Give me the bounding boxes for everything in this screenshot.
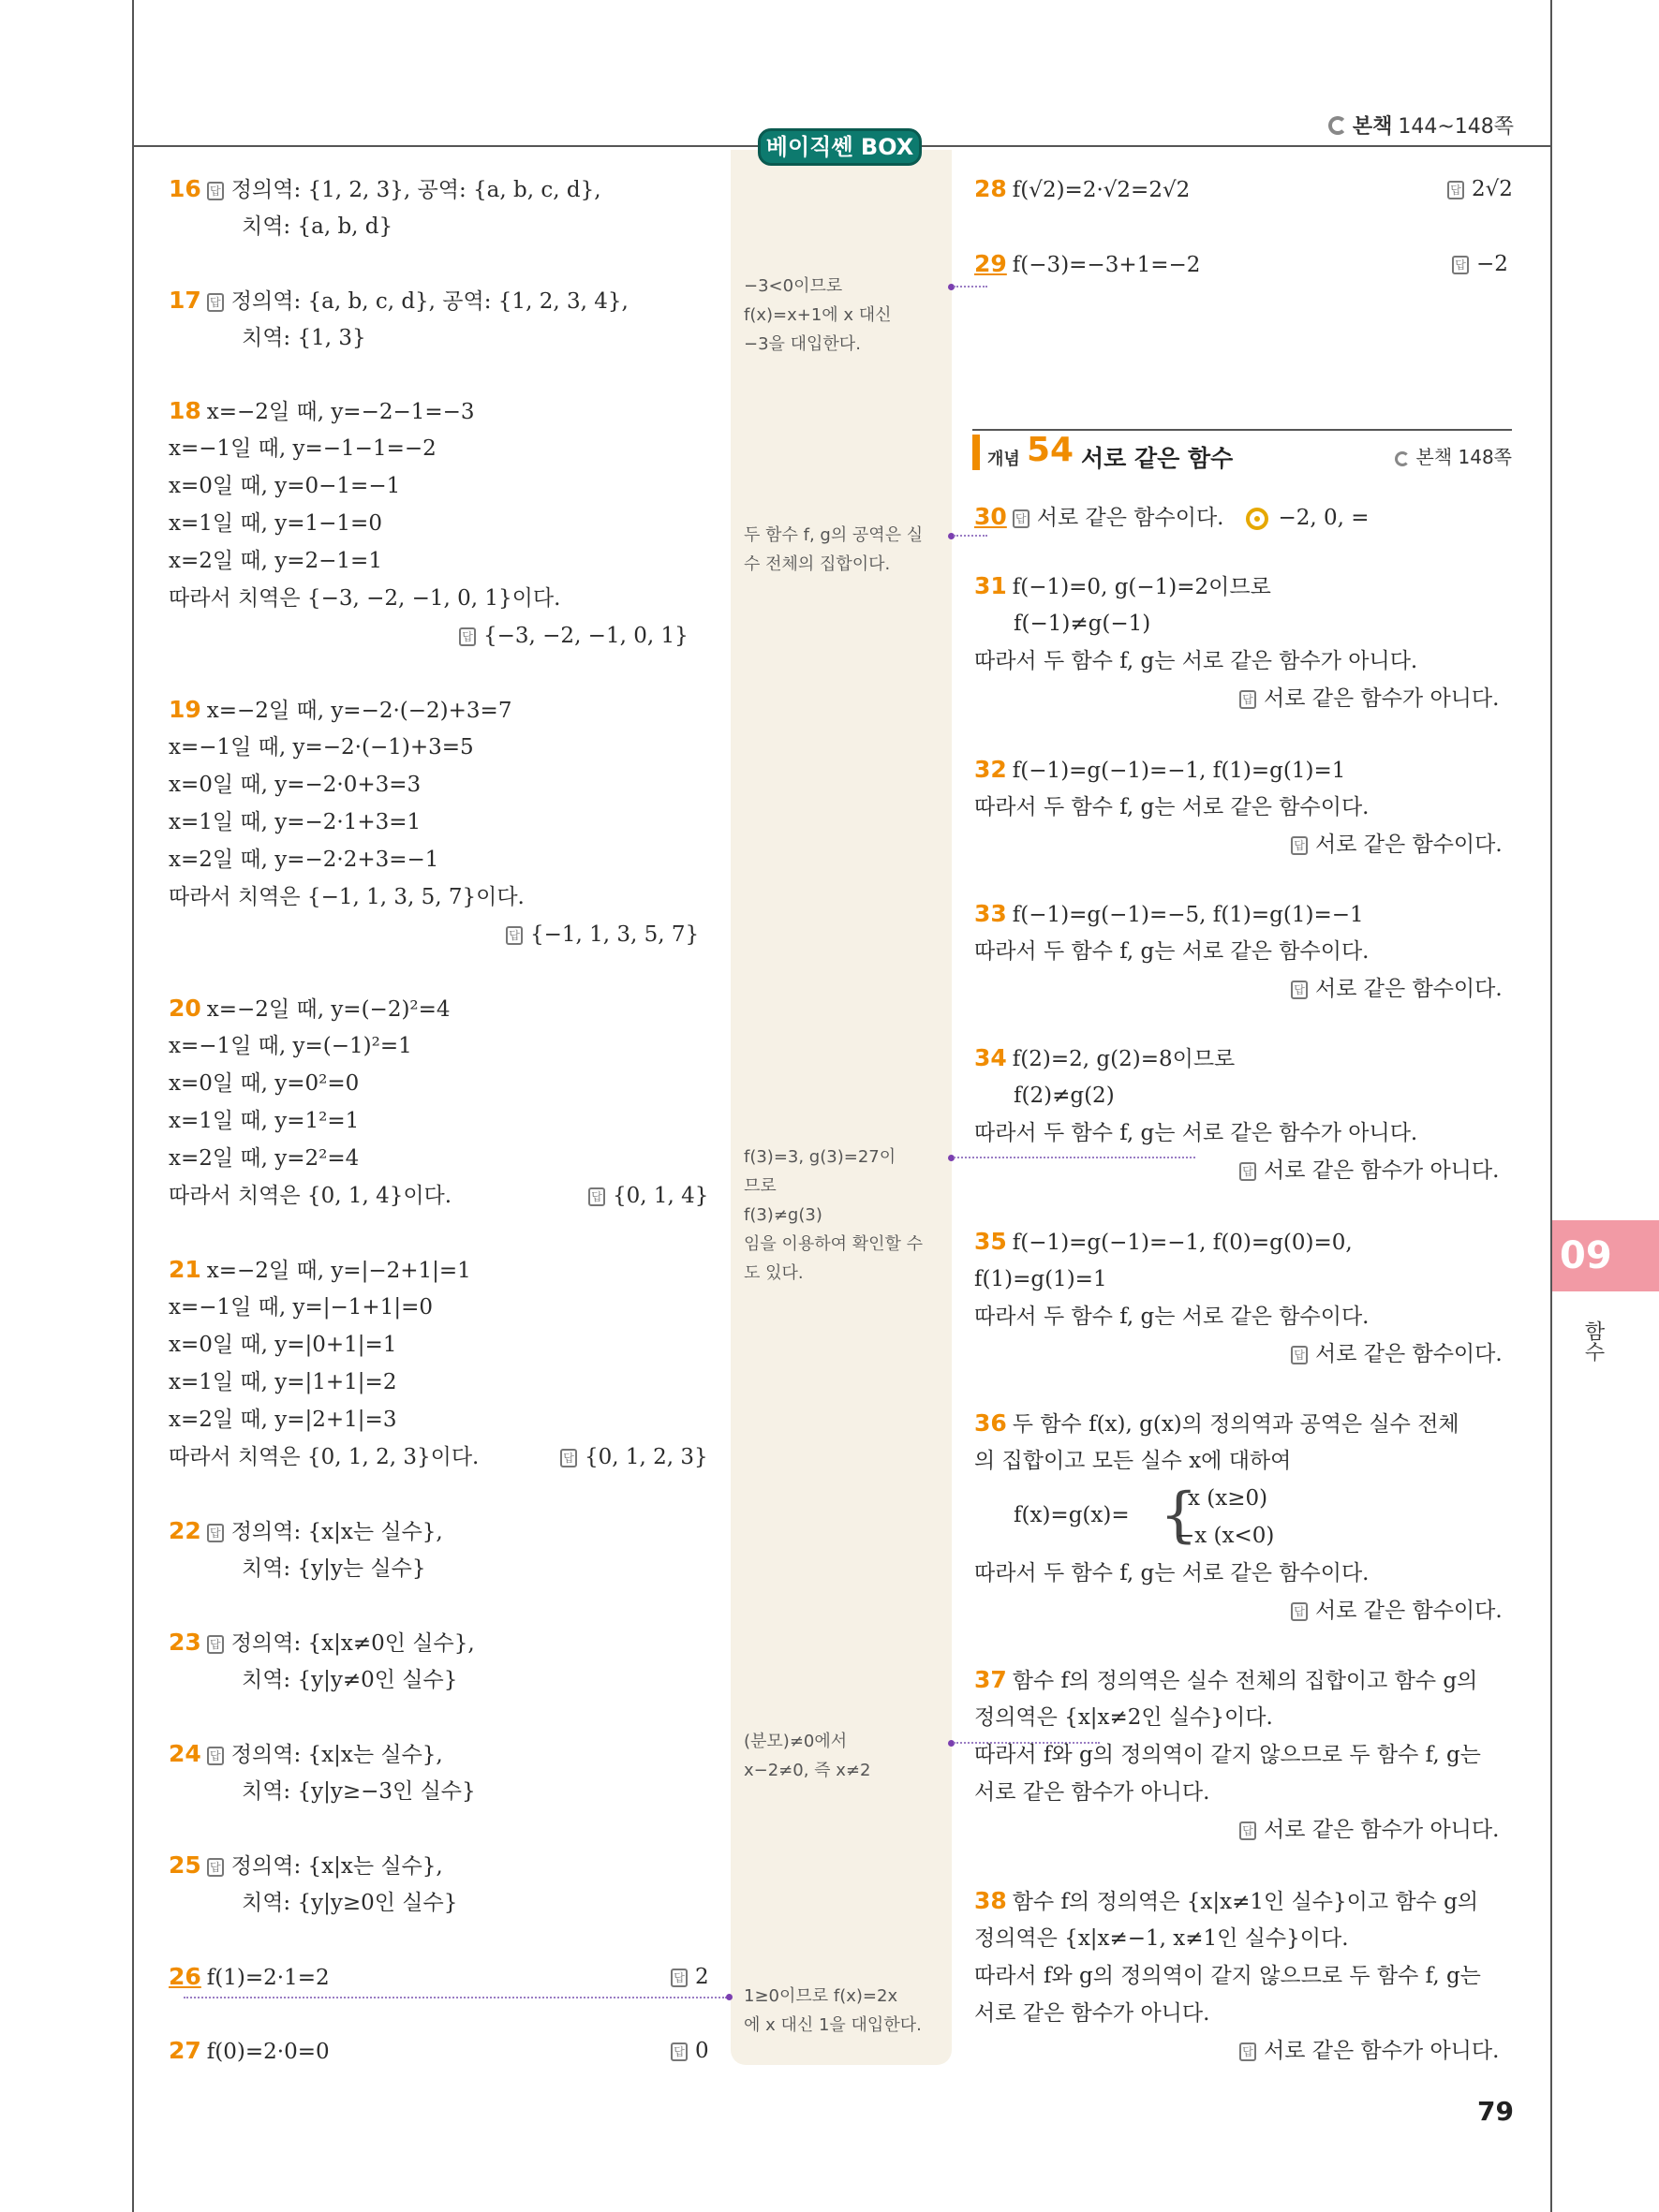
answer-18 (459, 617, 689, 655)
answer-38 (1239, 2032, 1499, 2070)
problem-number: 28 (974, 175, 1007, 202)
answer-icon: 답 (506, 926, 523, 945)
answer-text: 2√2 (1472, 177, 1513, 201)
line: f(−1)=g(−1)=−1, f(1)=g(1)=1 (1012, 759, 1346, 783)
problem-number: 18 (169, 397, 201, 424)
line: x=−1일 때, y=|−1+1|=0 (169, 1295, 433, 1320)
line: 따라서 두 함수 f, g는 서로 같은 함수이다. (974, 1305, 1370, 1329)
line: x=2일 때, y=−2·2+3=−1 (169, 848, 439, 872)
problem-number: 19 (169, 696, 201, 723)
problem-number: 29 (974, 250, 1007, 277)
problem-31 (974, 568, 1271, 606)
answer-icon: 답 (1239, 1162, 1256, 1181)
line: 정의역은 {x|x≠2인 실수}이다. (974, 1705, 1273, 1730)
line: 따라서 두 함수 f, g는 서로 같은 함수이다. (974, 795, 1370, 819)
line: −3을 대입한다. (744, 334, 861, 354)
answer-text: 서로 같은 함수이다. (1315, 833, 1503, 857)
answer-31 (1239, 680, 1499, 717)
line: x=−1일 때, y=−2·(−1)+3=5 (169, 735, 474, 759)
problem-28 (974, 170, 1190, 209)
line: 수 전체의 집합이다. (744, 554, 891, 574)
line: 따라서 f와 g의 정의역이 같지 않으므로 두 함수 f, g는 (974, 1743, 1481, 1767)
answer-icon: 답 (1452, 256, 1469, 274)
line: x=−1일 때, y=(−1)²=1 (169, 1034, 412, 1058)
problem-33 (974, 895, 1364, 934)
problem-19 (169, 691, 511, 730)
page-number: 79 (1477, 2096, 1514, 2127)
side-note-34 (744, 1143, 923, 1288)
left-margin-line (132, 0, 134, 2212)
line: x=−2일 때, y=−2−1=−3 (206, 400, 475, 424)
connector-34 (954, 1157, 1195, 1158)
line: 서로 같은 함수가 아니다. (974, 1780, 1210, 1805)
line: f(0)=2·0=0 (206, 2040, 330, 2064)
problem-22 (169, 1512, 443, 1551)
answer-text: {0, 1, 2, 3} (585, 1445, 708, 1469)
line: 따라서 치역은 {−3, −2, −1, 0, 1}이다. (169, 586, 561, 611)
line: 정의역: {x|x≠0인 실수}, (230, 1631, 475, 1656)
line: 정의역: {a, b, c, d}, 공역: {1, 2, 3, 4}, (230, 289, 629, 314)
problem-number: 24 (169, 1740, 201, 1767)
line: x=−2일 때, y=|−2+1|=1 (206, 1259, 471, 1283)
line: f(1)=g(1)=1 (974, 1267, 1107, 1291)
line: x=−2일 때, y=−2·(−2)+3=7 (206, 699, 512, 723)
line: x=0일 때, y=−2·0+3=3 (169, 773, 422, 797)
line: x=2일 때, y=2²=4 (169, 1146, 360, 1171)
line: x=2일 때, y=|2+1|=3 (169, 1408, 397, 1432)
problem-number: 23 (169, 1629, 201, 1656)
line: 므로 (744, 1176, 777, 1196)
problem-36 (974, 1405, 1459, 1443)
answer-icon: 답 (207, 293, 224, 312)
line: x=0일 때, y=0−1=−1 (169, 474, 401, 498)
concept-ref (1395, 442, 1512, 469)
answer-icon: 답 (207, 1747, 224, 1765)
problem-37 (974, 1661, 1477, 1700)
line: f(2)=2, g(2)=8이므로 (1012, 1047, 1236, 1071)
line: f(1)=2·1=2 (206, 1966, 330, 1990)
line: f(√2)=2·√2=2√2 (1012, 178, 1191, 202)
line: 따라서 치역은 {0, 1, 4}이다. (169, 1184, 452, 1208)
connector-26 (184, 1997, 727, 1998)
problem-number: 27 (169, 2037, 201, 2064)
line: 임을 이용하여 확인할 수 (744, 1234, 924, 1254)
problem-34 (974, 1040, 1235, 1078)
answer-icon: 답 (560, 1449, 577, 1467)
concept-number: 54 (1027, 431, 1074, 469)
line: x=1일 때, y=1²=1 (169, 1109, 360, 1133)
line: 치역: {y|y는 실수} (242, 1556, 426, 1581)
answer-32 (1291, 826, 1503, 863)
problem-17 (169, 282, 629, 320)
side-note-26 (744, 1982, 922, 2040)
answer-icon: 답 (1239, 1821, 1256, 1840)
line: 에 x 대신 1을 대입한다. (744, 2015, 922, 2035)
chapter-subject: 함수 (1581, 1320, 1605, 1362)
answer-text: 2 (695, 1965, 709, 1989)
line: 의 집합이고 모든 실수 x에 대하여 (974, 1449, 1292, 1473)
problem-21 (169, 1251, 471, 1290)
line: 따라서 치역은 {0, 1, 2, 3}이다. (169, 1445, 480, 1469)
problem-number: 33 (974, 900, 1007, 927)
problem-number: 25 (169, 1851, 201, 1879)
line: f(x)=x+1에 x 대신 (744, 305, 892, 325)
problem-26 (169, 1958, 330, 1997)
line: 정의역: {x|x는 실수}, (230, 1520, 443, 1544)
side-note-29 (744, 272, 892, 359)
concept-ref-text: 본책 148쪽 (1415, 446, 1512, 468)
line: x=0일 때, y=|0+1|=1 (169, 1333, 397, 1357)
answer-icon: 답 (207, 1635, 224, 1654)
line: 도 있다. (744, 1263, 804, 1283)
problem-number: 30 (974, 503, 1007, 530)
problem-number: 36 (974, 1409, 1007, 1437)
answer-text: 서로 같은 함수이다. (1315, 1342, 1503, 1366)
problem-number: 22 (169, 1517, 201, 1544)
basic-box-tag: 베이직쎈 BOX (758, 128, 922, 166)
line: 따라서 두 함수 f, g는 서로 같은 함수이다. (974, 1561, 1370, 1585)
answer-text: 서로 같은 함수이다. (1315, 977, 1503, 1001)
answer-34 (1239, 1152, 1499, 1189)
line: x=−1일 때, y=−1−1=−2 (169, 436, 437, 461)
problem-number: 31 (974, 572, 1007, 599)
answer-text: {−3, −2, −1, 0, 1} (483, 624, 689, 648)
line: 치역: {1, 3} (242, 326, 366, 350)
answer-20 (588, 1177, 708, 1215)
line: 정의역은 {x|x≠−1, x≠1인 실수}이다. (974, 1926, 1349, 1951)
answer-text: 서로 같은 함수이다. (1315, 1599, 1503, 1623)
connector-29 (954, 286, 987, 288)
piecewise-case: x (x≥0) (1188, 1486, 1268, 1511)
line: x=1일 때, y=1−1=0 (169, 511, 382, 536)
line: 따라서 두 함수 f, g는 서로 같은 함수가 아니다. (974, 649, 1418, 673)
ref-pages: 144~148쪽 (1398, 115, 1514, 139)
problem-23 (169, 1624, 475, 1662)
problem-24 (169, 1735, 443, 1774)
problem-25 (169, 1847, 443, 1885)
line: f(3)=3, g(3)=27이 (744, 1147, 896, 1167)
problem-number: 37 (974, 1666, 1007, 1693)
line: −3<0이므로 (744, 276, 843, 296)
line: f(−1)=0, g(−1)=2이므로 (1012, 575, 1271, 599)
answer-19 (506, 916, 699, 953)
answer-icon: 답 (1239, 2042, 1256, 2061)
chapter-tab[interactable]: 09 (1552, 1220, 1659, 1291)
answer-icon: 답 (207, 1858, 224, 1877)
line: 함수 f의 정의역은 {x|x≠1인 실수}이고 함수 g의 (1012, 1890, 1479, 1914)
answer-text: 0 (695, 2039, 709, 2063)
problem-number: 38 (974, 1887, 1007, 1914)
answer-icon: 답 (1291, 981, 1308, 999)
concept-title: 서로 같은 함수 (1081, 445, 1234, 472)
answer-37 (1239, 1811, 1499, 1849)
problem-29 (974, 245, 1200, 284)
answer-text: 서로 같은 함수가 아니다. (1264, 686, 1500, 711)
problem-number: 16 (169, 175, 201, 202)
line: 두 함수 f(x), g(x)의 정의역과 공역은 실수 전체 (1012, 1412, 1459, 1437)
answer-icon: 답 (459, 627, 476, 646)
problem-30 (974, 498, 1370, 537)
answer-27 (671, 2032, 709, 2070)
target-icon (1246, 508, 1268, 530)
line: 치역: {y|y≥−3인 실수} (242, 1779, 476, 1804)
answer-icon: 답 (207, 182, 224, 200)
problem-number: 26 (169, 1963, 201, 1990)
answer-text: 서로 같은 함수가 아니다. (1264, 1818, 1500, 1842)
problem-number: 17 (169, 287, 201, 314)
line: f(−3)=−3+1=−2 (1012, 253, 1201, 277)
line: 서로 같은 함수이다. (1036, 506, 1224, 530)
answer-text: −2 (1476, 252, 1508, 276)
line: x=1일 때, y=−2·1+3=1 (169, 810, 422, 834)
right-margin-line (1550, 0, 1552, 2212)
answer-29 (1452, 245, 1508, 283)
line: x=1일 때, y=|1+1|=2 (169, 1370, 397, 1394)
answer-text: {0, 1, 4} (613, 1184, 709, 1208)
answer-33 (1291, 970, 1503, 1008)
line: 정의역: {x|x는 실수}, (230, 1743, 443, 1767)
line: f(3)≠g(3) (744, 1205, 822, 1225)
problem-number: 32 (974, 756, 1007, 783)
line: x=2일 때, y=2−1=1 (169, 549, 382, 573)
line: x−2≠0, 즉 x≠2 (744, 1761, 871, 1780)
line: 치역: {y|y≠0인 실수} (242, 1668, 458, 1692)
line: 정의역: {x|x는 실수}, (230, 1854, 443, 1879)
line: 따라서 치역은 {−1, 1, 3, 5, 7}이다. (169, 885, 525, 909)
answer-icon: 답 (1291, 1346, 1308, 1364)
answer-icon: 답 (671, 2042, 688, 2061)
page-reference (1328, 111, 1514, 140)
concept-header (972, 429, 1512, 472)
line: −2, 0, = (1278, 506, 1370, 530)
answer-26 (671, 1958, 709, 1996)
line: 두 함수 f, g의 공역은 실 (744, 525, 924, 545)
concept-label: 개념 (987, 450, 1020, 469)
book-ref-icon (1328, 116, 1347, 135)
answer-36 (1291, 1592, 1503, 1630)
answer-icon: 답 (1013, 509, 1029, 528)
line: 1≥0이므로 f(x)=2x (744, 1986, 898, 2006)
problem-35 (974, 1223, 1353, 1261)
piecewise-case: −x (x<0) (1177, 1524, 1275, 1548)
problem-32 (974, 751, 1345, 789)
answer-text: 서로 같은 함수가 아니다. (1264, 1158, 1500, 1183)
answer-35 (1291, 1335, 1503, 1373)
line: f(2)≠g(2) (1014, 1084, 1115, 1108)
line: 따라서 f와 g의 정의역이 같지 않으므로 두 함수 f, g는 (974, 1964, 1481, 1988)
answer-icon: 답 (207, 1524, 224, 1542)
line: 따라서 두 함수 f, g는 서로 같은 함수가 아니다. (974, 1121, 1418, 1145)
book-ref-icon (1395, 451, 1410, 466)
problem-38 (974, 1882, 1478, 1921)
answer-icon: 답 (1291, 1602, 1308, 1621)
answer-icon: 답 (671, 1969, 688, 1987)
concept-bar (972, 435, 980, 470)
problem-number: 21 (169, 1256, 201, 1283)
line: 서로 같은 함수가 아니다. (974, 2001, 1210, 2026)
line: x=0일 때, y=0²=0 (169, 1071, 360, 1096)
problem-number: 35 (974, 1228, 1007, 1255)
answer-text: 서로 같은 함수가 아니다. (1264, 2039, 1500, 2063)
connector-dot (726, 1994, 733, 2000)
answer-28 (1447, 170, 1513, 208)
line: x=−2일 때, y=(−2)²=4 (206, 997, 451, 1022)
problem-27 (169, 2032, 330, 2071)
answer-icon: 답 (588, 1187, 605, 1206)
answer-text: {−1, 1, 3, 5, 7} (530, 922, 700, 947)
answer-21 (560, 1438, 708, 1476)
line: f(−1)=g(−1)=−5, f(1)=g(1)=−1 (1012, 903, 1364, 927)
answer-icon: 답 (1447, 181, 1464, 199)
answer-icon: 답 (1291, 836, 1308, 855)
side-note-30 (744, 521, 923, 579)
problem-number: 34 (974, 1044, 1007, 1071)
problem-20 (169, 990, 451, 1028)
line: 함수 f의 정의역은 실수 전체의 집합이고 함수 g의 (1012, 1669, 1478, 1693)
problem-number: 20 (169, 995, 201, 1022)
answer-icon: 답 (1239, 690, 1256, 709)
line: 치역: {a, b, d} (242, 214, 393, 239)
line: f(−1)≠g(−1) (1014, 612, 1151, 636)
piecewise-lhs: f(x)=g(x)= (1014, 1503, 1130, 1527)
line: 정의역: {1, 2, 3}, 공역: {a, b, c, d}, (230, 178, 601, 202)
ref-book-label: 본책 (1352, 115, 1393, 139)
problem-16 (169, 170, 601, 209)
line: (분모)≠0에서 (744, 1732, 848, 1751)
brace: { (1160, 1481, 1198, 1550)
line: 따라서 두 함수 f, g는 서로 같은 함수이다. (974, 939, 1370, 964)
problem-18 (169, 392, 475, 431)
side-note-37 (744, 1727, 870, 1785)
line: 치역: {y|y≥0인 실수} (242, 1891, 458, 1915)
line: f(−1)=g(−1)=−1, f(0)=g(0)=0, (1012, 1231, 1353, 1255)
